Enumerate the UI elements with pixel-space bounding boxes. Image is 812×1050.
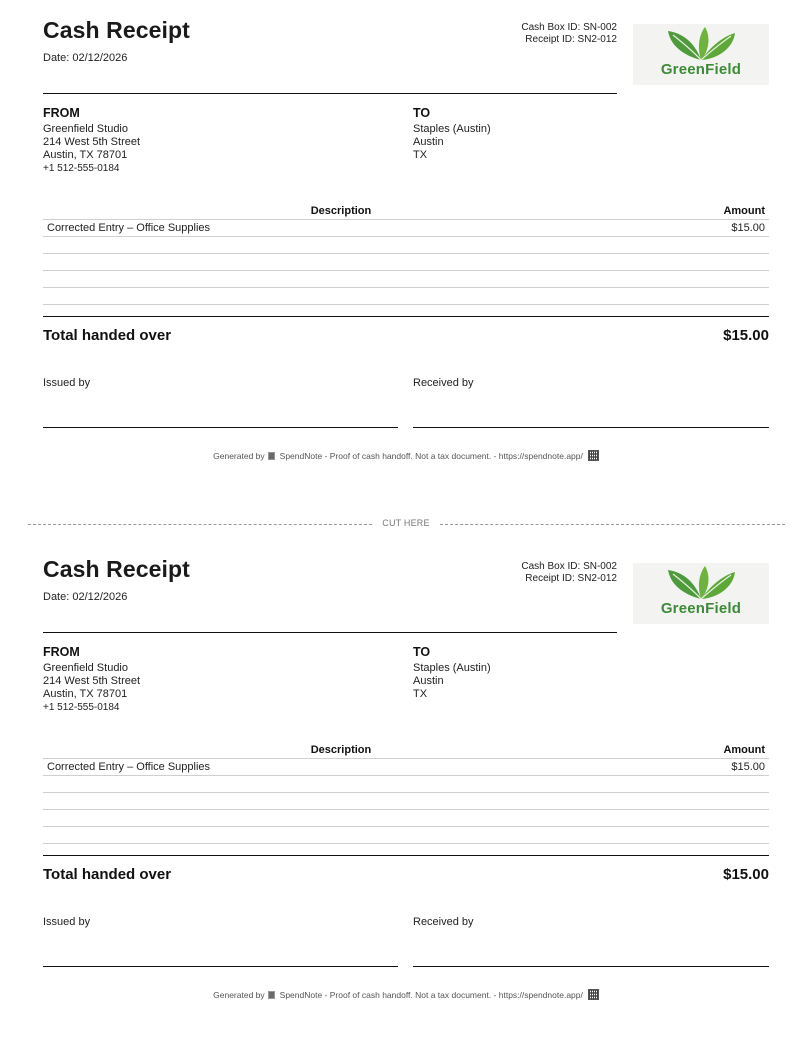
qr-code-icon xyxy=(588,989,599,1000)
item-amount: $15.00 xyxy=(731,222,765,234)
table-bottom-divider xyxy=(43,316,769,317)
received-by-signature-line xyxy=(413,427,769,428)
receipt-date: Date: 02/12/2026 xyxy=(43,591,128,603)
table-header xyxy=(43,744,769,759)
total-label: Total handed over xyxy=(43,327,172,344)
table-row xyxy=(43,254,769,271)
cut-line xyxy=(28,518,785,530)
amount-column-header: Amount xyxy=(723,744,765,756)
cut-dashed-line-left xyxy=(28,524,372,525)
table-row xyxy=(43,776,769,793)
to-name: Staples (Austin) xyxy=(413,123,491,135)
to-state: TX xyxy=(413,688,428,700)
issued-by-label: Issued by xyxy=(43,377,91,389)
received-by-label: Received by xyxy=(413,916,474,928)
receipt-id: Receipt ID: SN2-012 xyxy=(525,573,617,584)
table-row xyxy=(43,237,769,254)
to-block xyxy=(413,646,491,701)
line-items-table xyxy=(43,205,769,305)
table-row xyxy=(43,220,769,237)
description-column-header: Description xyxy=(310,744,372,756)
receipt-title: Cash Receipt xyxy=(43,556,190,582)
to-city: Austin xyxy=(413,675,444,687)
from-address-line-1: 214 West 5th Street xyxy=(43,136,141,148)
receipt-ids xyxy=(521,561,617,585)
table-row xyxy=(43,288,769,305)
receipt-id: Receipt ID: SN2-012 xyxy=(525,34,617,45)
total-label: Total handed over xyxy=(43,866,172,883)
table-bottom-divider xyxy=(43,855,769,856)
item-description: Corrected Entry – Office Supplies xyxy=(47,222,211,234)
cash-box-id: Cash Box ID: SN-002 xyxy=(521,22,617,33)
to-city: Austin xyxy=(413,136,444,148)
receipt-ids xyxy=(521,22,617,46)
spendnote-logo-icon xyxy=(268,452,275,460)
issued-by-signature-line xyxy=(43,427,398,428)
from-heading: FROM xyxy=(43,106,80,120)
table-header xyxy=(43,205,769,220)
issued-by-label: Issued by xyxy=(43,916,91,928)
receipt-copy-1 xyxy=(0,0,812,500)
company-logo xyxy=(633,24,769,85)
issued-by-signature-line xyxy=(43,966,398,967)
company-logo xyxy=(633,563,769,624)
header-divider xyxy=(43,93,617,94)
amount-column-header: Amount xyxy=(723,205,765,217)
cash-box-id: Cash Box ID: SN-002 xyxy=(521,561,617,572)
table-row xyxy=(43,793,769,810)
qr-code-icon xyxy=(588,450,599,461)
to-block xyxy=(413,107,491,162)
from-address-line-2: Austin, TX 78701 xyxy=(43,688,128,700)
line-items-table xyxy=(43,744,769,844)
from-address-line-1: 214 West 5th Street xyxy=(43,675,141,687)
header-divider xyxy=(43,632,617,633)
receipt-date: Date: 02/12/2026 xyxy=(43,52,128,64)
leaves-icon xyxy=(665,566,737,602)
from-address-line-2: Austin, TX 78701 xyxy=(43,149,128,161)
received-by-signature-line xyxy=(413,966,769,967)
table-row xyxy=(43,759,769,776)
spendnote-logo-icon xyxy=(268,991,275,999)
to-name: Staples (Austin) xyxy=(413,662,491,674)
from-phone: +1 512-555-0184 xyxy=(43,702,120,713)
item-description: Corrected Entry – Office Supplies xyxy=(47,761,211,773)
footer-prefix: Generated by xyxy=(213,451,265,461)
footer-text: SpendNote - Proof of cash handoff. Not a tax document. - https://spendnote.app/ xyxy=(279,990,583,1000)
from-block xyxy=(43,107,140,175)
from-phone: +1 512-555-0184 xyxy=(43,163,120,174)
table-row xyxy=(43,810,769,827)
footer-prefix: Generated by xyxy=(213,990,265,1000)
cut-dashed-line-right xyxy=(440,524,785,525)
to-heading: TO xyxy=(413,645,431,659)
received-by-label: Received by xyxy=(413,377,474,389)
to-heading: TO xyxy=(413,106,431,120)
total-amount: $15.00 xyxy=(723,327,769,344)
logo-text: GreenField xyxy=(660,600,742,617)
item-amount: $15.00 xyxy=(731,761,765,773)
receipt-copy-2 xyxy=(0,539,812,1039)
table-row xyxy=(43,271,769,288)
from-block xyxy=(43,646,140,714)
receipt-footer xyxy=(0,450,812,461)
leaves-icon xyxy=(665,27,737,63)
to-state: TX xyxy=(413,149,428,161)
from-name: Greenfield Studio xyxy=(43,123,128,135)
cut-here-label: CUT HERE xyxy=(382,518,430,528)
receipt-title: Cash Receipt xyxy=(43,17,190,43)
total-amount: $15.00 xyxy=(723,866,769,883)
description-column-header: Description xyxy=(310,205,372,217)
table-row xyxy=(43,827,769,844)
from-name: Greenfield Studio xyxy=(43,662,128,674)
logo-text: GreenField xyxy=(660,61,742,78)
receipt-footer xyxy=(0,989,812,1000)
footer-text: SpendNote - Proof of cash handoff. Not a tax document. - https://spendnote.app/ xyxy=(279,451,583,461)
from-heading: FROM xyxy=(43,645,80,659)
